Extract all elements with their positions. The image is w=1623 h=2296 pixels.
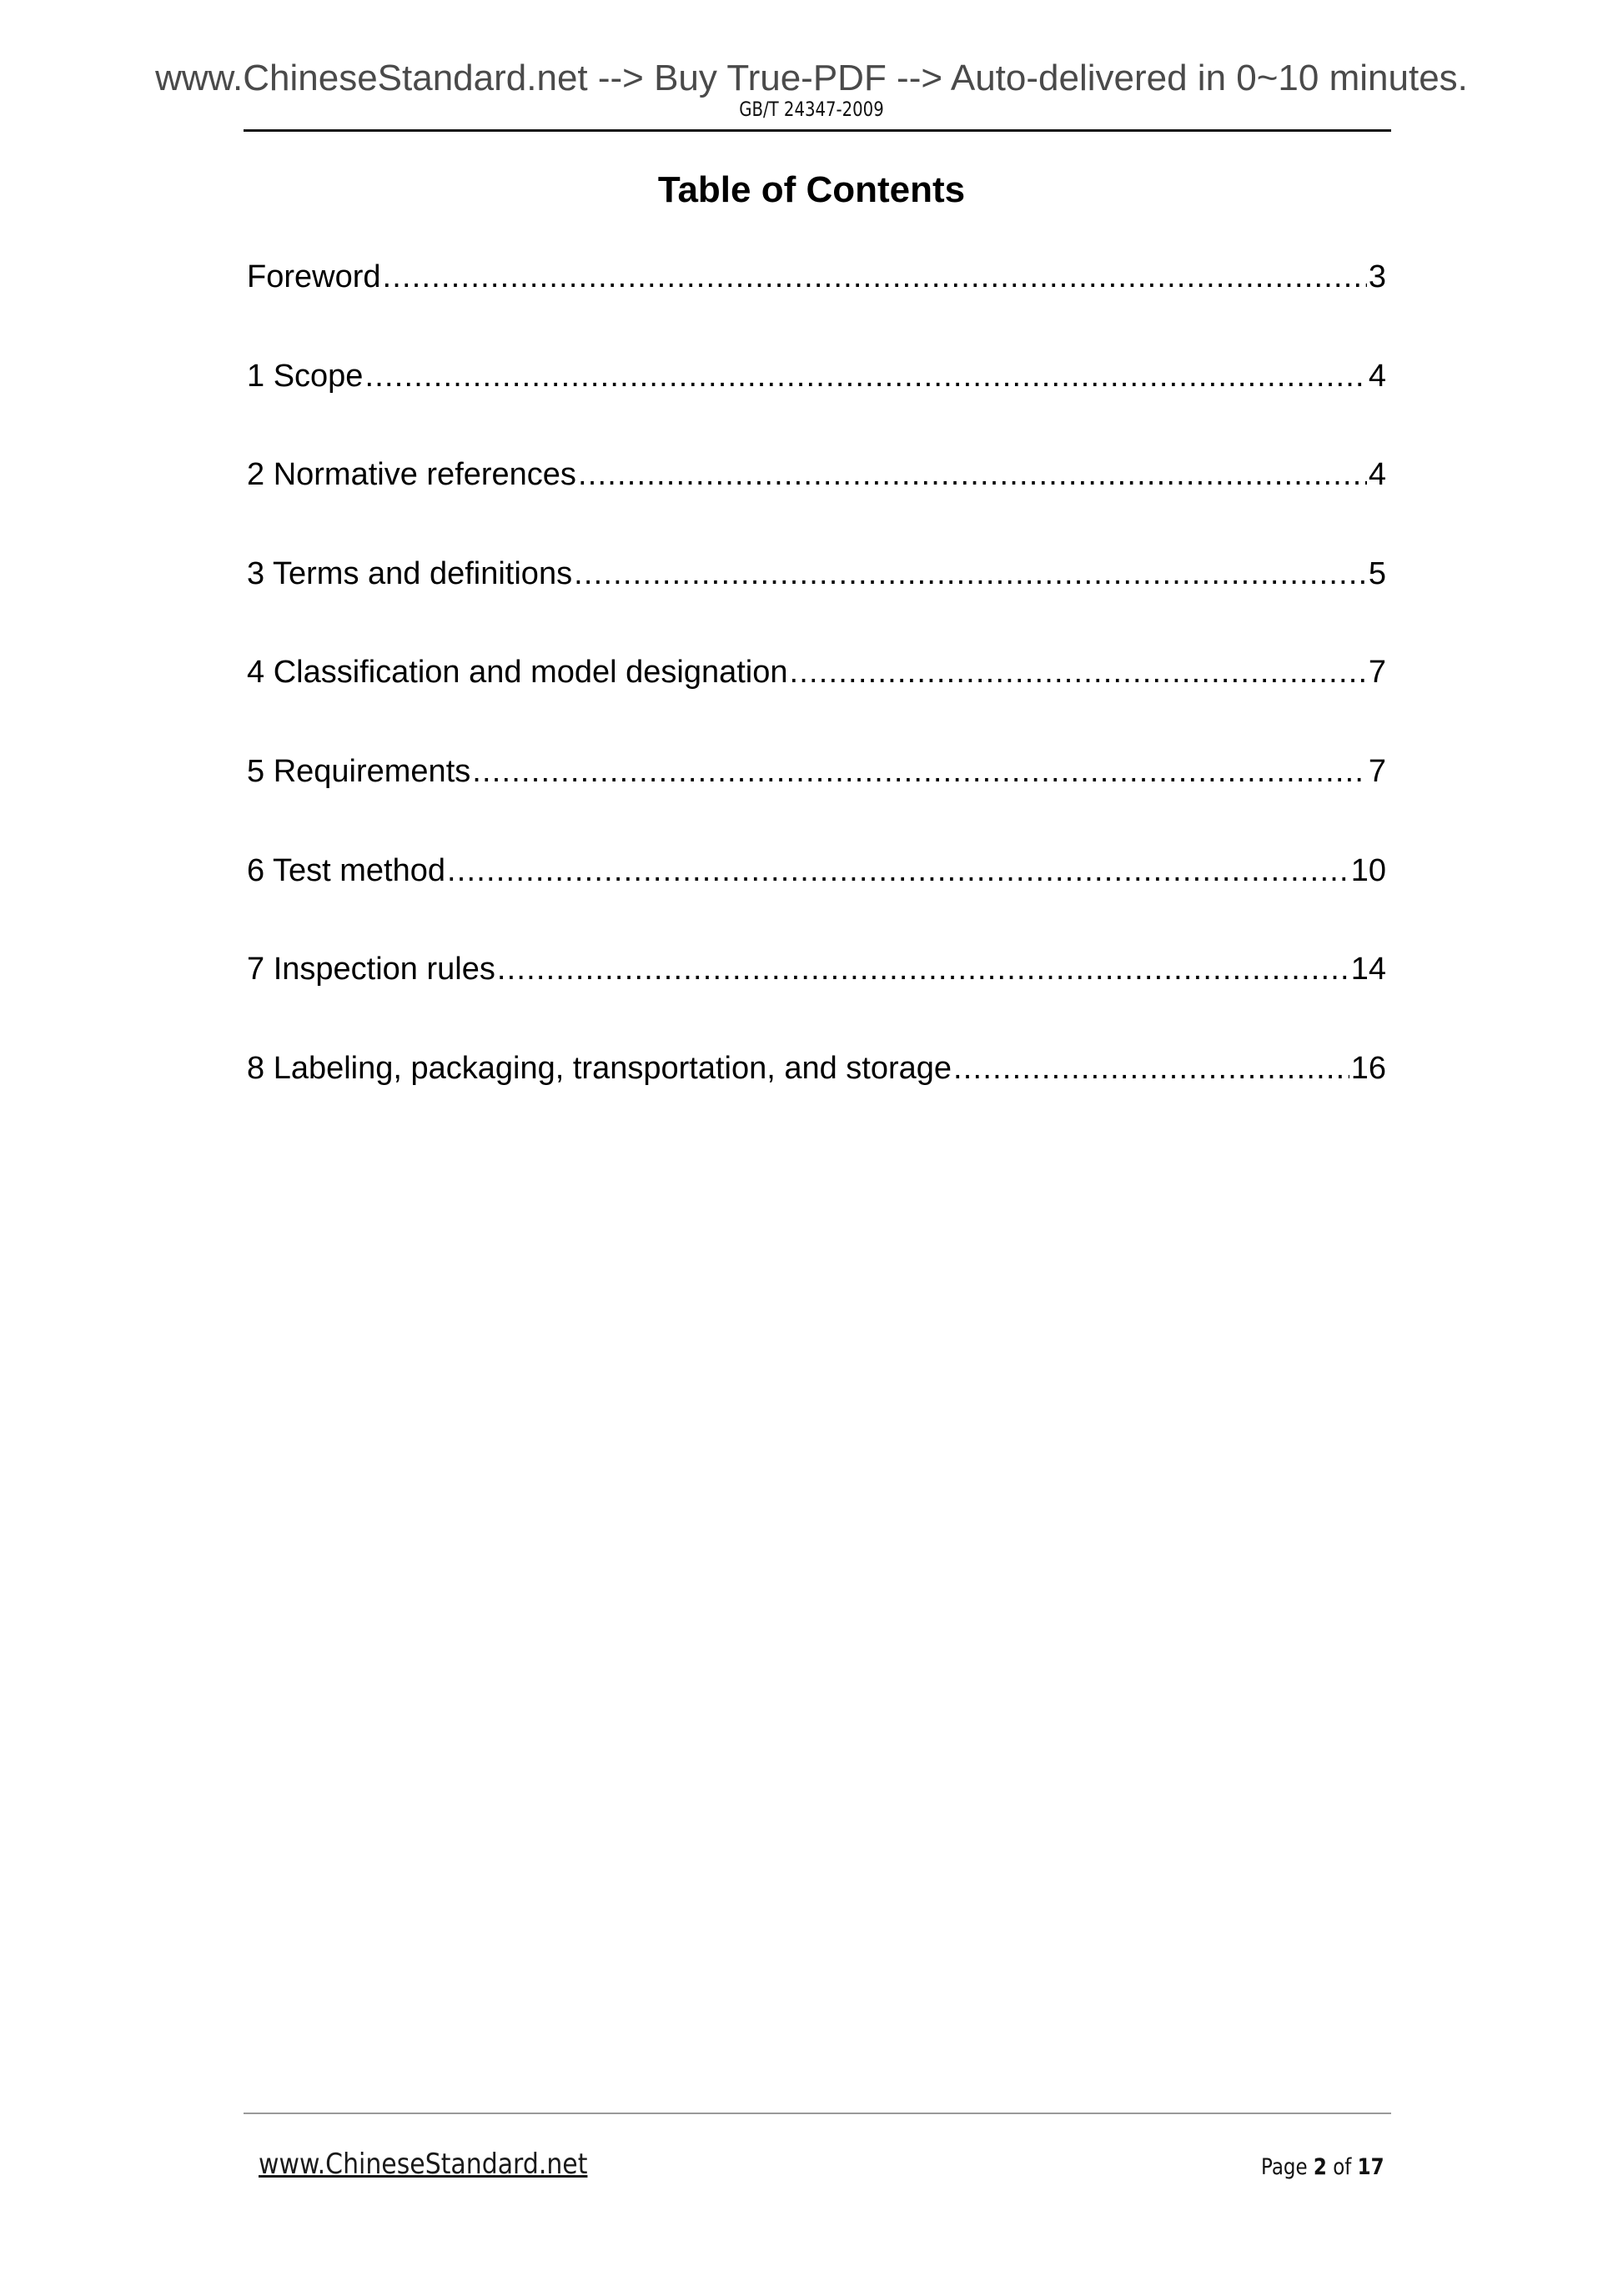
- page-of: of: [1333, 2154, 1352, 2180]
- toc-entry-requirements[interactable]: [247, 751, 1386, 851]
- page-number: [1261, 2156, 1384, 2178]
- dot-leader: [953, 1048, 1349, 1088]
- toc-entry-label: 8 Labeling, packaging, transportation, and storage: [247, 1050, 952, 1086]
- footer-divider: [244, 2113, 1391, 2114]
- promo-banner: www.ChineseStandard.net --> Buy True-PDF --> Auto-delivered in 0~10 minutes.: [155, 58, 1468, 98]
- dot-leader: [447, 851, 1349, 891]
- header-divider: [244, 129, 1391, 132]
- dot-leader: [574, 554, 1367, 594]
- dot-leader: [383, 257, 1367, 297]
- toc-entry-label: 4 Classification and model designation: [247, 655, 788, 691]
- toc-entry-label: 7 Inspection rules: [247, 952, 495, 987]
- toc-entry-labeling-packaging[interactable]: [247, 1048, 1386, 1148]
- toc-entry-page: 3: [1368, 259, 1386, 294]
- toc-entry-page: 14: [1350, 952, 1386, 987]
- toc-entry-inspection-rules[interactable]: [247, 949, 1386, 1048]
- toc-entry-page: 5: [1368, 555, 1386, 591]
- toc-entry-label: 6 Test method: [247, 852, 446, 888]
- table-of-contents: [247, 257, 1386, 1147]
- toc-entry-label: 5 Requirements: [247, 753, 471, 789]
- standard-code: GB/T 24347-2009: [739, 98, 884, 121]
- page-current: 2: [1314, 2154, 1328, 2180]
- toc-entry-label: 1 Scope: [247, 358, 364, 394]
- toc-entry-scope[interactable]: [247, 356, 1386, 455]
- toc-entry-label: 2 Normative references: [247, 457, 576, 493]
- footer-website-link[interactable]: www.ChineseStandard.net: [259, 2148, 588, 2181]
- dot-leader: [472, 751, 1367, 791]
- page-prefix: Page: [1261, 2154, 1309, 2180]
- toc-entry-label: Foreword: [247, 259, 381, 294]
- dot-leader: [497, 949, 1349, 989]
- toc-entry-label: 3 Terms and definitions: [247, 555, 573, 591]
- toc-entry-page: 16: [1350, 1050, 1386, 1086]
- dot-leader: [364, 356, 1366, 396]
- toc-entry-page: 7: [1368, 655, 1386, 691]
- page-title: Table of Contents: [657, 169, 966, 210]
- toc-entry-terms-and-definitions[interactable]: [247, 554, 1386, 653]
- toc-entry-page: 4: [1368, 358, 1386, 394]
- toc-entry-classification[interactable]: [247, 652, 1386, 751]
- toc-entry-test-method[interactable]: [247, 851, 1386, 950]
- dot-leader: [578, 455, 1367, 495]
- toc-entry-page: 4: [1368, 457, 1386, 493]
- toc-entry-foreword[interactable]: [247, 257, 1386, 356]
- page-total: 17: [1358, 2154, 1384, 2180]
- toc-entry-normative-references[interactable]: [247, 455, 1386, 554]
- dot-leader: [790, 652, 1367, 692]
- toc-entry-page: 7: [1368, 753, 1386, 789]
- toc-entry-page: 10: [1350, 852, 1386, 888]
